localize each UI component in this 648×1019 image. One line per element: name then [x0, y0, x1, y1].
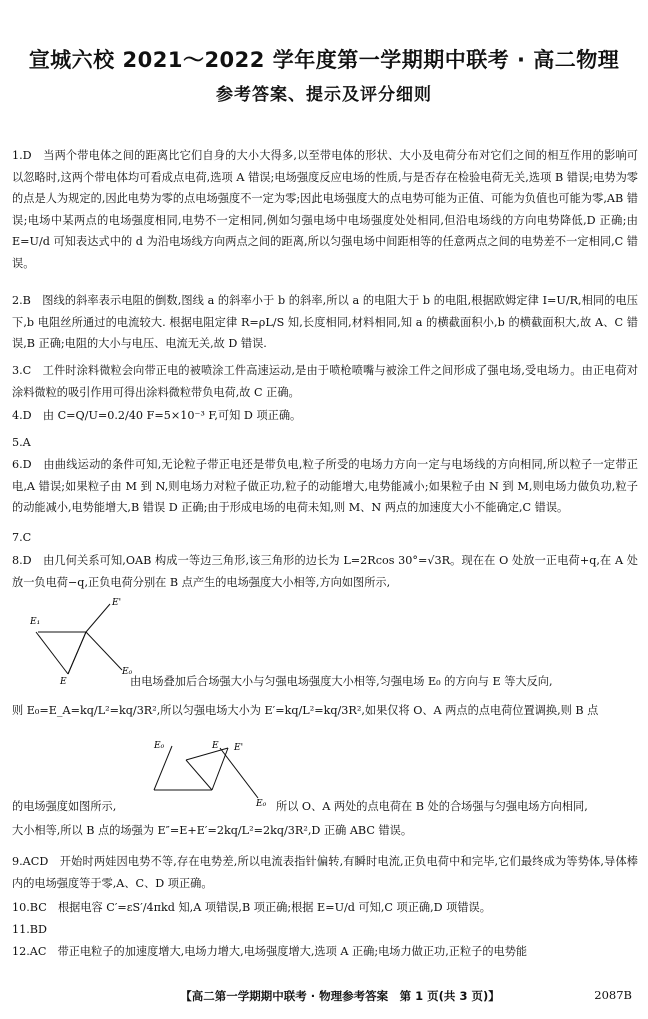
figure-2-label-e-prime: E': [234, 743, 244, 753]
page-title: 宣城六校 2021～2022 学年度第一学期期中联考 · 高二物理: [28, 48, 620, 72]
answer-7: 7.C: [12, 531, 32, 544]
answer-2: 2.B 图线的斜率表示电阻的倒数,图线 a 的斜率小于 b 的斜率,所以 a 的电阻大于 b 的电阻,根据欧姆定律 I=U/R,相同的电压下,b 电阻丝所通过的电流较大. 根据电阻定律 R=ρL/S 知,长度相同,材料相同,知 a 的横截面积小,b 的横截面积大,故 A、C 错误,B 正确;电阻的大小与电压、电流无关,故 D 错误.: [12, 294, 638, 350]
figure-1-label-e0: E₀: [122, 667, 133, 677]
answer-8-superposition: 由电场叠加后合场强大小与匀强电场强度大小相等,匀强电场 E₀ 的方向与 E 等大反向,: [130, 675, 553, 688]
answer-8-result: 大小相等,所以 B 点的场强为 E″=E+E′=2kq/L²=2kq/3R²,D 正确 ABC 错误。: [12, 824, 413, 837]
answer-1: 1.D 当两个带电体之间的距离比它们自身的大小大得多,以至带电体的形状、大小及电荷分布对它们之间的相互作用的影响可以忽略时,这两个带电体均可看成点电荷,选项 A 错误;电场强度反应电场的性质,与是否存在检验电荷无关,选项 B 错误;电势为零的点是人为规定的,因此电势为零的点电场强度不一定为零;因此电场强度大的点电势可能为正值、可能为负值也可能为零,AB 错误;电场中某两点的电场强度相同,电势不一定相同,例如匀强电场中电场强度处处相同,但沿电场线的方向电势降低,D 正确;由 E=U/d 可知表达式中的 d 为沿电场线方向两点之间的距离,所以匀强电场中间距相等的任意两点之间的电势差不一定相同,C 错误。: [12, 149, 638, 270]
answer-10: 10.BC 根据电容 C′=εS′/4πkd 知,A 项错误,B 项正确;根据 E=U/d 可知,C 项正确,D 项错误。: [12, 901, 491, 914]
answer-5: 5.A: [12, 436, 31, 449]
footer-doc-code: 2087B: [594, 988, 632, 1002]
figure-2-label-e0: E₀: [154, 741, 165, 751]
field-vector-figure-1: [30, 594, 142, 686]
figure-2-label-e0-lower: E₀: [256, 799, 267, 809]
answer-12: 12.AC 带正电粒子的加速度增大,电场力增大,电场强度增大,选项 A 正确;电场力做正功,正粒子的电势能: [12, 945, 528, 958]
answer-11: 11.BD: [12, 923, 47, 936]
footer-page-info: 【高二第一学期期中联考 · 物理参考答案 第 1 页(共 3 页)】: [180, 989, 500, 1003]
answer-4: 4.D 由 C=Q/U=0.2/40 F=5×10⁻³ F,可知 D 项正确。: [12, 409, 302, 422]
page-subtitle: 参考答案、提示及评分细则: [216, 85, 432, 105]
answer-8-field: 则 E₀=E_A=kq/L²=kq/3R²,所以匀强电场大小为 E′=kq/L²=kq/3R²,如果仅将 O、A 两点的点电荷位置调换,则 B 点: [12, 704, 599, 717]
figure-1-label-e-prime: E': [112, 598, 122, 608]
answer-8-conclusion: 所以 O、A 两处的点电荷在 B 处的合场强与匀强电场方向相同,: [276, 800, 588, 813]
field-vector-figure-2: [150, 728, 274, 812]
figure-1-label-e: E: [60, 677, 67, 686]
answer-9: 9.ACD 开始时两娃因电势不等,存在电势差,所以电流表指针偏转,有瞬时电流,正负电荷中和完毕,它们最终成为等势体,导体棒内的电场强度等于零,A、C、D 项正确。: [12, 855, 638, 890]
answer-3: 3.C 工件时涂料微粒会向带正电的被喷涂工件高速运动,是由于喷枪喷嘴与被涂工件之间形成了强电场,受电场力。由正电荷对涂料微粒的吸引作用可得出涂料微粒带负电荷,故 C 正确。: [12, 364, 638, 399]
answer-8-figure-caption: 的电场强度如图所示,: [12, 800, 117, 813]
figure-1-label-e1: E₁: [30, 617, 41, 627]
answer-6: 6.D 由曲线运动的条件可知,无论粒子带正电还是带负电,粒子所受的电场力方向一定与电场线的方向相同,所以粒子一定带正电,A 错误;如果粒子由 M 到 N,则电场力对粒子做正功,粒子的动能增大,电势能减小;如果粒子由 N 到 M,则电场力做负功,粒子的动能减小,电势能增大,B 错误 D 正确;由于形成电场的电荷未知,则 M、N 两点的加速度大小不能确定,C 错误。: [12, 458, 638, 514]
figure-2-label-e: E: [212, 741, 219, 751]
answer-8-intro: 8.D 由几何关系可知,OAB 构成一等边三角形,该三角形的边长为 L=2Rcos 30°=√3R。现在在 O 处放一正电荷+q,在 A 处放一负电荷−q,正负电荷分别在 B 点产生的电场强度大小相等,方向如图所示,: [12, 554, 638, 589]
